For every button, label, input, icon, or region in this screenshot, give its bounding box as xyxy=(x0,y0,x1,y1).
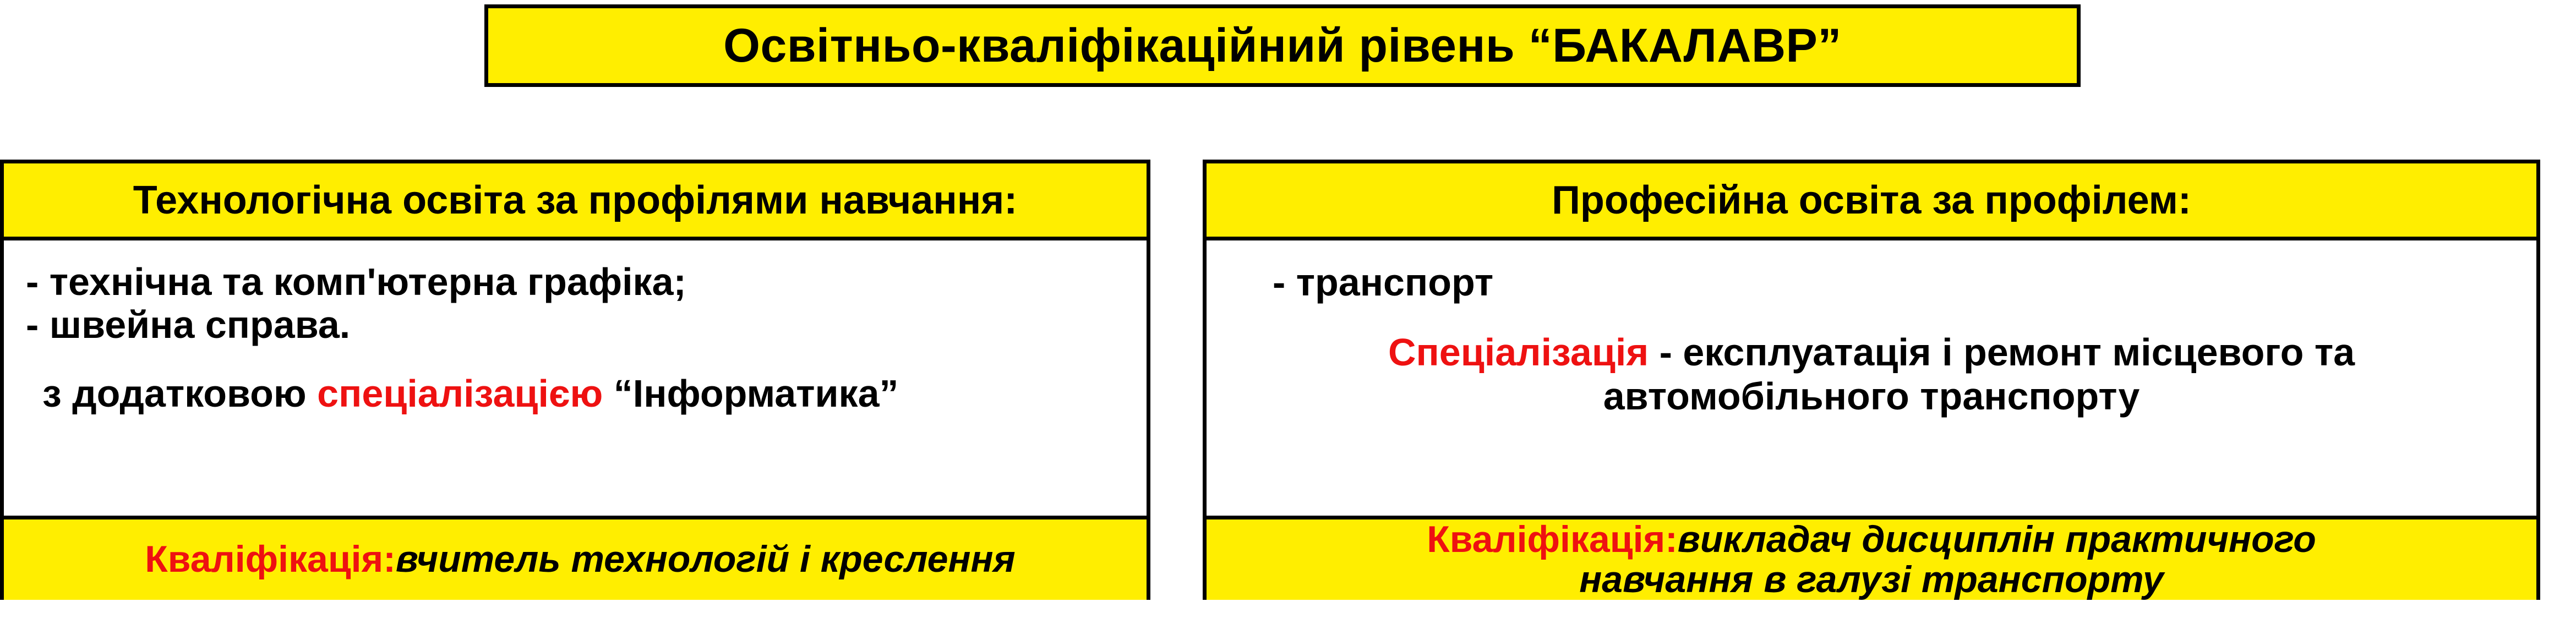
left-qualification-bar xyxy=(4,516,1147,600)
right-qualification-bar xyxy=(1207,516,2536,600)
title-banner xyxy=(484,4,2081,87)
list-item: - транспорт xyxy=(1273,261,1494,304)
left-column-body xyxy=(4,240,1147,516)
qualification-label: Кваліфікація: xyxy=(145,538,396,581)
page-title: Освітньо-кваліфікаційний рівень “БАКАЛАВР” xyxy=(723,19,1842,72)
right-column-body xyxy=(1207,240,2536,516)
column-technological-education xyxy=(0,160,1150,600)
specialization-label: Спеціалізація xyxy=(1388,330,1649,374)
left-column-header-text: Технологічна освіта за профілями навчання: xyxy=(133,178,1018,222)
left-column-header xyxy=(4,163,1147,240)
right-column-header-text: Професійна освіта за профілем: xyxy=(1552,178,2191,222)
list-item: - швейна справа. xyxy=(26,303,351,347)
right-specialization-line-2: автомобільного транспорту xyxy=(1603,375,2140,418)
spacer xyxy=(1207,305,2536,330)
column-professional-education xyxy=(1203,160,2540,600)
left-column-note xyxy=(26,372,1147,415)
qualification-value-1: викладач дисциплін практичного xyxy=(1677,518,2316,560)
list-item: - технічна та комп'ютерна графіка; xyxy=(26,260,686,303)
right-column-header xyxy=(1207,163,2536,240)
right-qualification-line-2: навчання в галузі транспорту xyxy=(1579,559,2164,600)
note-suffix: “Інформатика” xyxy=(603,371,899,415)
qualification-value: вчитель технологій і креслення xyxy=(395,538,1016,581)
right-qualification-line-1 xyxy=(1427,519,2316,560)
right-specialization-line-1 xyxy=(1207,330,2536,375)
note-prefix: з додатковою xyxy=(42,371,318,415)
spacer xyxy=(26,347,1147,372)
note-accent: спеціалізацією xyxy=(317,371,603,415)
qualification-label: Кваліфікація: xyxy=(1427,518,1678,560)
specialization-text-1: - експлуатація і ремонт місцевого та xyxy=(1649,330,2355,374)
left-qualification-line xyxy=(145,539,1015,579)
